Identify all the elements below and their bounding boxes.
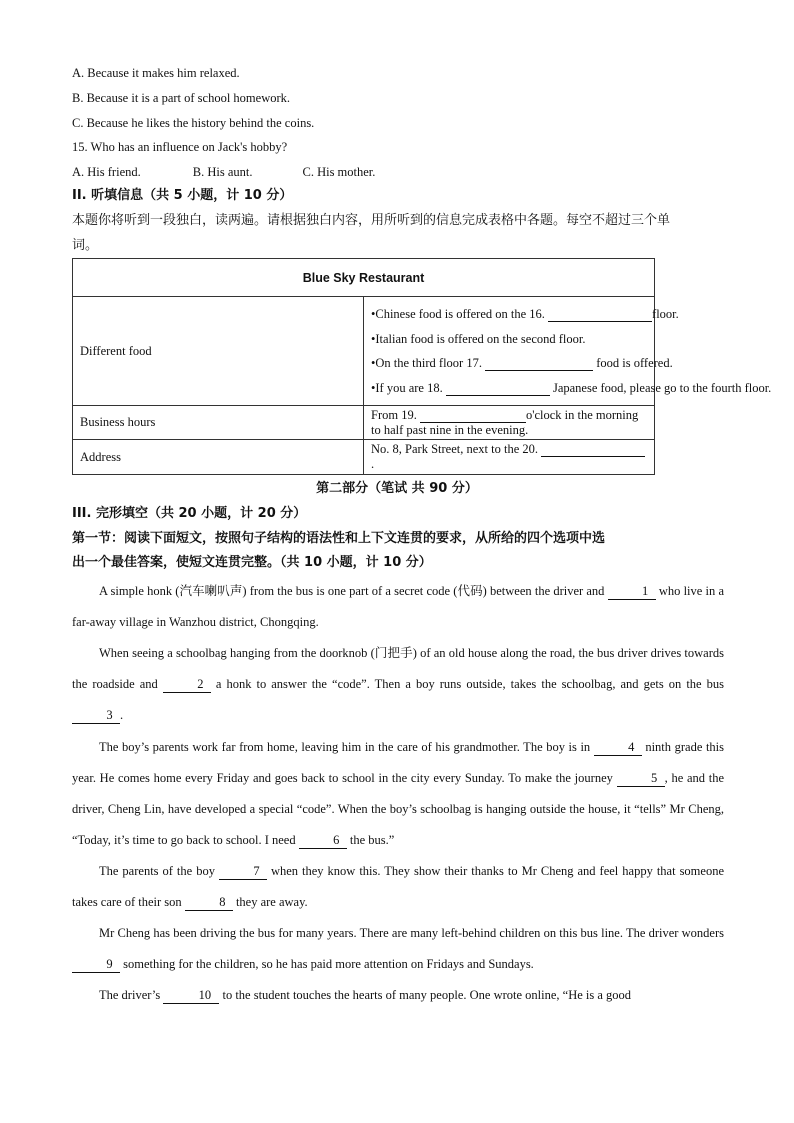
food-item-16: •Chinese food is offered on the 16. floor. [371,307,679,321]
section-3-heading: III. 完形填空（共 20 小题，计 20 分） [72,506,307,521]
passage-paragraph-6: The driver’s 10 to the student touches the hearts of many people. One wrote online, “He is a good [99,988,632,1002]
blank-8[interactable]: 8 [185,895,233,911]
q15-option-a: A. His friend. [72,165,141,179]
blank-5[interactable]: 5 [617,771,665,787]
business-hours-cell: From 19. o'clock in the morning to half past nine in the evening. [364,406,655,440]
option-c: C. Because he likes the history behind the coins. [72,116,315,130]
blank-17[interactable] [485,356,593,371]
passage-paragraph-5: Mr Cheng has been driving the bus for many years. There are many left-behind children on this bus line. The driver wonders 9 something for the children, so he has paid more attention on Fridays and Sundays. [72,918,724,980]
blank-9[interactable]: 9 [72,957,120,973]
option-b: B. Because it is a part of school homework. [72,91,291,105]
blank-20[interactable] [541,442,645,457]
q15-option-b: B. His aunt. [192,165,253,179]
blank-6[interactable]: 6 [299,833,347,849]
blank-7[interactable]: 7 [219,864,267,880]
blank-16[interactable] [548,307,652,322]
section-2-instruction-1: 本题你将听到一段独白，读两遍。请根据独白内容，用所听到的信息完成表格中各题。每空不超过三个单 [72,213,671,228]
question-15-options [72,163,375,181]
table-title: Blue Sky Restaurant [73,259,655,297]
blank-3[interactable]: 3 [72,708,120,724]
row-label-address: Address [73,440,364,475]
passage-paragraph-3: The boy’s parents work far from home, leaving him in the care of his grandmother. The boy is in 4 ninth grade this year. He comes home every Friday and goes back to school in the city every Sunday. To make the journey 5 , he and the driver, Cheng Lin, have developed a special “code”. When the boy’s schoolbag is hanging outside the house, it “tells” Mr Cheng, “Today, it’s time to go back to school. I need 6 the bus.” [72,740,725,847]
passage-paragraph-1: A simple honk (汽车喇叭声) from the bus is one part of a secret code (代码) between the driver and 1 who live in a far-away village in Wanzhou district, Chongqing. [72,584,724,629]
option-a: A. Because it makes him relaxed. [72,66,240,80]
info-table [72,258,772,475]
blank-18[interactable] [446,381,550,396]
question-15: 15. Who has an influence on Jack's hobby? [72,140,288,154]
blank-2[interactable]: 2 [163,677,211,693]
blank-1[interactable]: 1 [608,584,656,600]
food-item-18: •If you are 18. Japanese food, please go to the fourth floor. [371,380,772,395]
address-cell: No. 8, Park Street, next to the 20. . [364,440,655,475]
section-2-instruction-2: 词。 [72,238,99,253]
q15-option-c: C. His mother. [302,165,376,179]
section-3-instruction-2: 出一个最佳答案，使短文连贯完整。（共 10 小题，计 10 分） [72,555,432,570]
blank-4[interactable]: 4 [594,740,642,756]
part-2-title: 第二部分（笔试 共 90 分） [316,481,478,496]
blank-19[interactable] [420,408,526,423]
food-item-17: •On the third floor 17. food is offered. [371,356,673,370]
blank-10[interactable]: 10 [163,988,219,1004]
food-item-italian: •Italian food is offered on the second floor. [371,331,586,346]
section-2-heading: II. 听填信息（共 5 小题，计 10 分） [72,188,293,203]
food-list [364,297,772,406]
section-3-instruction-1: 第一节：阅读下面短文，按照句子结构的语法性和上下文连贯的要求，从所给的四个选项中选 [72,531,606,546]
passage-paragraph-4: The parents of the boy 7 when they know this. They show their thanks to Mr Cheng and feel happy that someone takes care of their son 8 they are away. [72,864,724,909]
row-label-different-food: Different food [73,297,364,406]
row-label-business-hours: Business hours [73,406,364,440]
passage-paragraph-2: When seeing a schoolbag hanging from the doorknob (门把手) of an old house along the road, the bus driver drives towards the roadside and 2 a honk to answer the “code”. Then a boy runs outside, takes the schoolbag, and gets on the bus 3 . [72,646,725,722]
